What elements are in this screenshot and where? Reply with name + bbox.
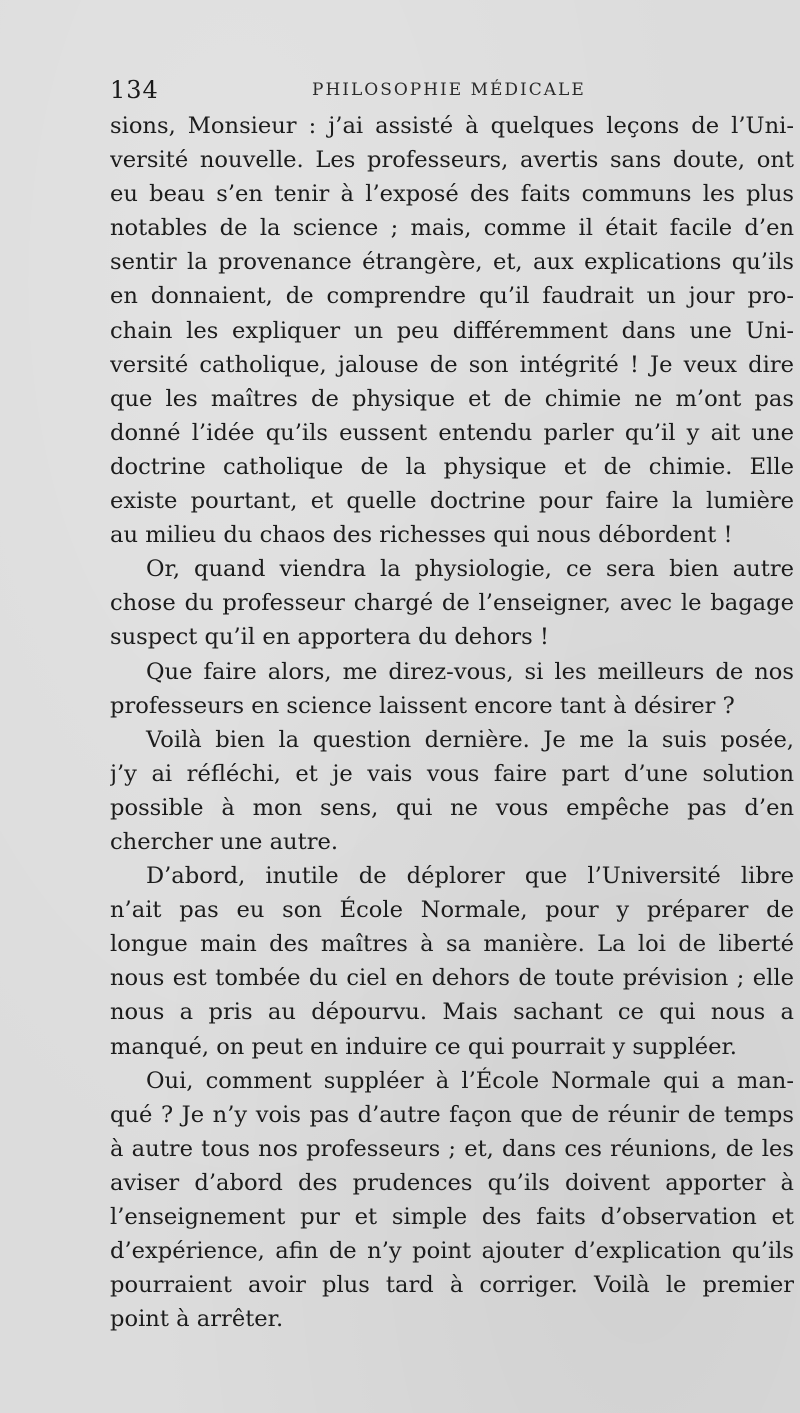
text-line: doctrine catholique de la physique et de chimie. Elle bbox=[110, 453, 794, 480]
text-line: eu beau s’en tenir à l’exposé des faits communs les plus bbox=[110, 181, 794, 208]
text-line: Oui, comment suppléer à l’École Normale qui a man- bbox=[146, 1067, 794, 1094]
text-line: possible à mon sens, qui ne vous empêche pas d’en bbox=[110, 794, 794, 821]
text-line: l’enseignement pur et simple des faits d’observation et bbox=[110, 1204, 794, 1230]
text-line: pourraient avoir plus tard à corriger. Voilà le premier bbox=[110, 1272, 794, 1299]
text-line: sions, Monsieur : j’ai assisté à quelques leçons de l’Uni- bbox=[110, 113, 794, 139]
text-line: en donnaient, de comprendre qu’il faudrait un jour pro- bbox=[110, 283, 794, 310]
text-line: j’y ai réfléchi, et je vais vous faire part d’une solution bbox=[110, 760, 794, 787]
text-line: sentir la provenance étrangère, et, aux explications qu’ils bbox=[110, 249, 794, 276]
text-line: nous est tombée du ciel en dehors de toute prévision ; elle bbox=[110, 965, 794, 992]
text-line: suspect qu’il en apportera du dehors ! bbox=[110, 624, 549, 651]
text-line: au milieu du chaos des richesses qui nous débordent ! bbox=[110, 522, 733, 549]
text-line: D’abord, inutile de déplorer que l’Université libre bbox=[146, 863, 794, 890]
body-text bbox=[110, 109, 794, 1336]
text-line: à autre tous nos professeurs ; et, dans ces réunions, de les bbox=[110, 1135, 794, 1162]
text-line: point à arrêter. bbox=[110, 1306, 284, 1333]
text-line: chose du professeur chargé de l’enseigner, avec le bagage bbox=[110, 590, 794, 617]
page-header bbox=[110, 74, 800, 108]
text-line: que les maîtres de physique et de chimie ne m’ont pas bbox=[110, 385, 794, 412]
text-line: qué ? Je n’y vois pas d’autre façon que de réunir de temps bbox=[110, 1101, 794, 1128]
text-line: donné l’idée qu’ils eussent entendu parler qu’il y ait une bbox=[110, 419, 794, 446]
text-line: existe pourtant, et quelle doctrine pour faire la lumière bbox=[110, 488, 794, 515]
running-head: PHILOSOPHIE MÉDICALE bbox=[312, 80, 586, 100]
text-line: chain les expliquer un peu différemment dans une Uni- bbox=[110, 317, 794, 344]
text-line: versité catholique, jalouse de son intégrité ! Je veux dire bbox=[110, 351, 794, 378]
text-line: aviser d’abord des prudences qu’ils doivent apporter à bbox=[110, 1169, 794, 1196]
page-number: 134 bbox=[110, 76, 159, 104]
text-line: professeurs en science laissent encore tant à désirer ? bbox=[110, 692, 735, 719]
text-line: longue main des maîtres à sa manière. La loi de liberté bbox=[110, 931, 794, 958]
text-line: Or, quand viendra la physiologie, ce sera bien autre bbox=[146, 556, 794, 583]
text-line: Que faire alors, me direz-vous, si les meilleurs de nos bbox=[146, 658, 794, 685]
text-line: Voilà bien la question dernière. Je me la suis posée, bbox=[146, 726, 794, 753]
text-line: chercher une autre. bbox=[110, 828, 339, 855]
text-line: n’ait pas eu son École Normale, pour y préparer de bbox=[110, 897, 794, 924]
text-line: notables de la science ; mais, comme il était facile d’en bbox=[110, 215, 794, 242]
text-line: nous a pris au dépourvu. Mais sachant ce qui nous a bbox=[110, 999, 794, 1026]
text-line: d’expérience, afin de n’y point ajouter d’explication qu’ils bbox=[110, 1238, 794, 1265]
text-line: manqué, on peut en induire ce qui pourrait y suppléer. bbox=[110, 1033, 737, 1060]
text-line: versité nouvelle. Les professeurs, avertis sans doute, ont bbox=[110, 147, 794, 174]
